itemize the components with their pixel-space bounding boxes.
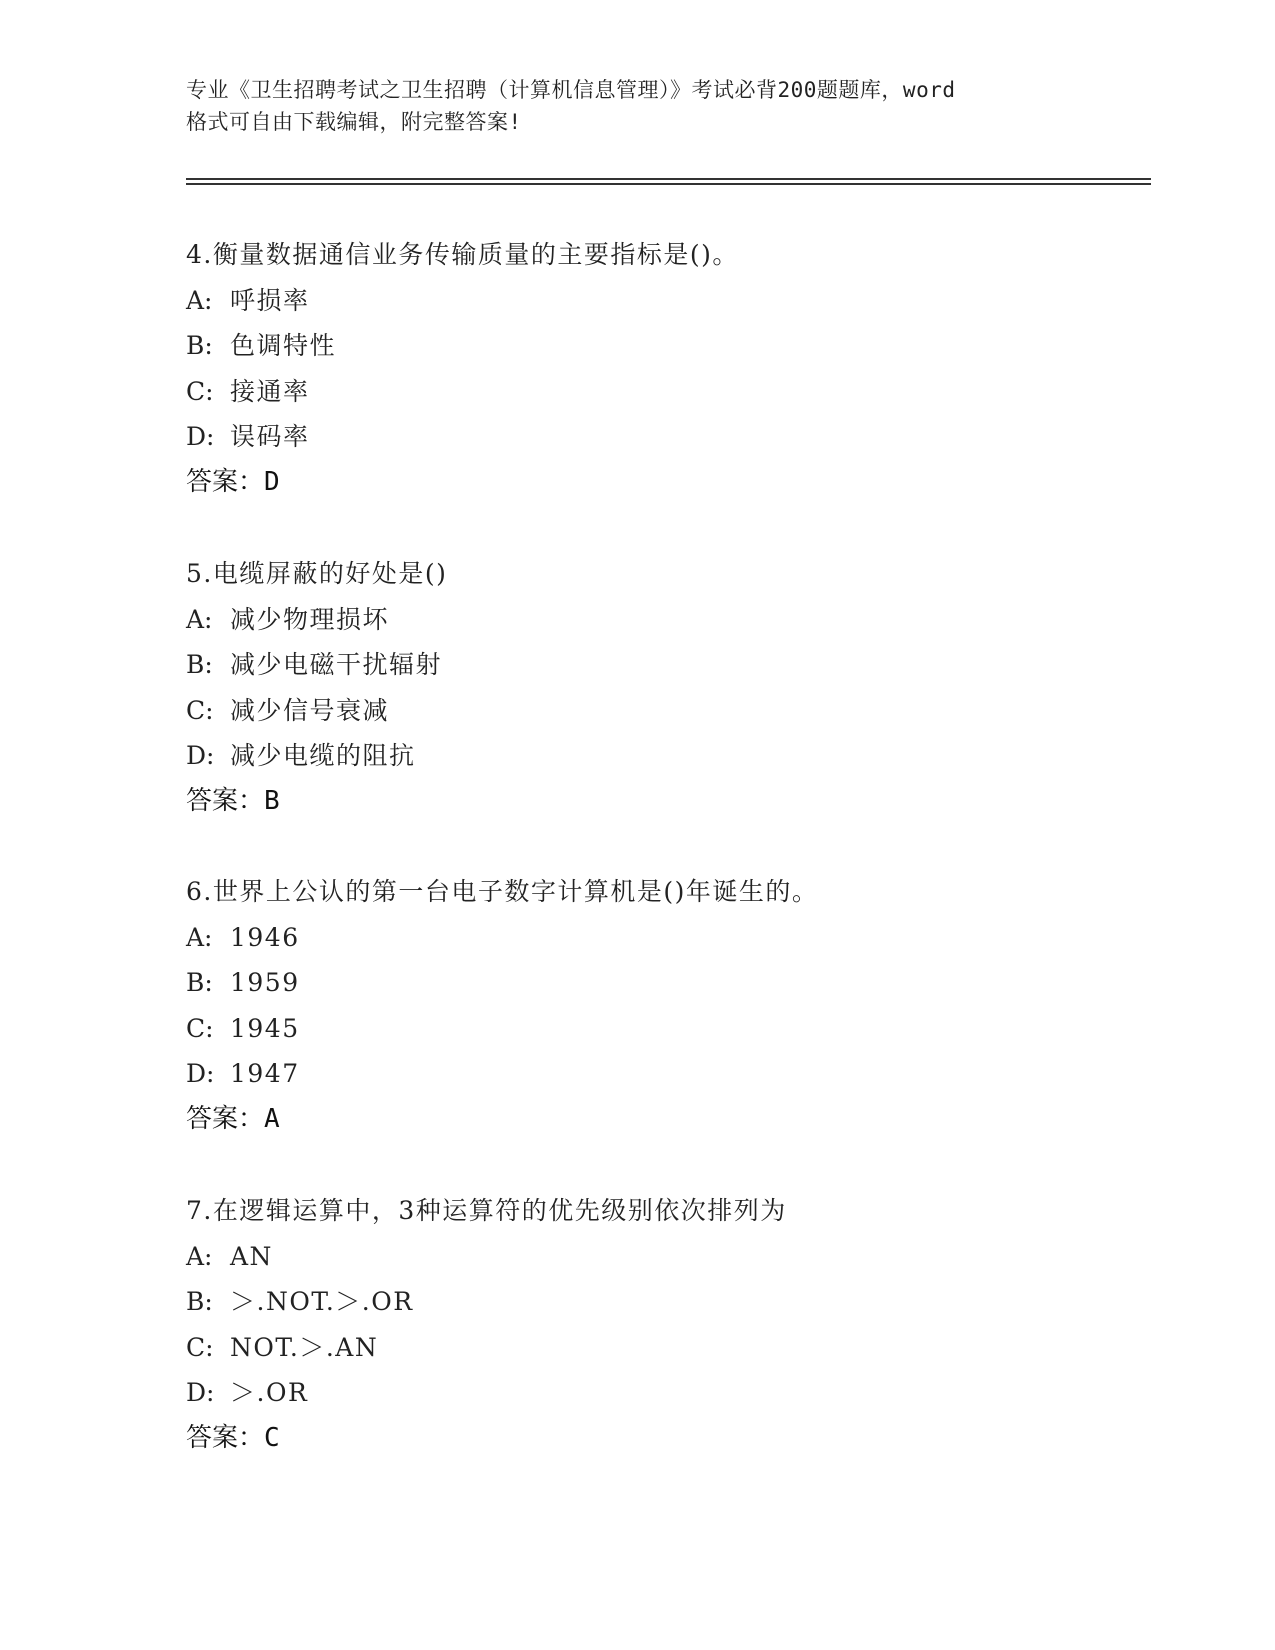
answer-line: 答案：D (186, 466, 280, 497)
option-text: NOT.＞.AN (230, 1332, 379, 1362)
answer-line: 答案：A (186, 1103, 280, 1134)
option-c (186, 1006, 1146, 1052)
question-block (186, 869, 1146, 1142)
answer-line: 答案：C (186, 1422, 280, 1453)
option-text: 呼损率 (230, 285, 310, 315)
option-key: B: (186, 650, 213, 679)
document-header (186, 74, 1086, 138)
option-text: 减少信号衰减 (230, 695, 390, 725)
option-text: 减少电磁干扰辐射 (230, 650, 443, 679)
question-stem: 5.电缆屏蔽的好处是() (186, 559, 448, 588)
option-key: B: (186, 1287, 213, 1316)
option-b (186, 960, 1146, 1006)
option-d (186, 1051, 1146, 1097)
option-text: 1945 (230, 1013, 300, 1043)
option-c (186, 1325, 1146, 1371)
option-text: 减少电缆的阻抗 (230, 741, 416, 770)
option-d (186, 733, 1146, 779)
option-key: B: (186, 968, 213, 997)
option-b (186, 323, 1146, 369)
option-text: 1959 (230, 968, 300, 997)
question-block (186, 551, 1146, 824)
question-stem: 7.在逻辑运算中，3种运算符的优先级别依次排列为 (186, 1196, 787, 1225)
option-key: A: (186, 285, 213, 315)
option-key: C: (186, 1013, 214, 1043)
option-b (186, 1279, 1146, 1325)
option-key: D: (186, 1059, 215, 1088)
option-key: C: (186, 695, 214, 725)
option-a (186, 915, 1146, 961)
option-text: ＞.NOT.＞.OR (230, 1287, 414, 1316)
option-text: ＞.OR (230, 1378, 309, 1407)
option-key: C: (186, 1332, 214, 1362)
option-key: D: (186, 741, 215, 770)
option-text: 色调特性 (230, 331, 337, 360)
option-text: 1947 (230, 1059, 300, 1088)
header-divider-top (186, 178, 1151, 180)
option-d (186, 414, 1146, 460)
option-b (186, 642, 1146, 688)
option-key: A: (186, 922, 213, 952)
option-text: 减少物理损坏 (230, 604, 390, 634)
option-key: D: (186, 422, 215, 451)
option-key: C: (186, 376, 214, 406)
answer-line: 答案：B (186, 785, 280, 816)
question-block (186, 232, 1146, 505)
option-c (186, 369, 1146, 415)
header-line-2: 格式可自由下载编辑，附完整答案! (186, 110, 522, 134)
question-stem: 6.世界上公认的第一台电子数字计算机是()年诞生的。 (186, 877, 819, 906)
option-key: A: (186, 1241, 213, 1271)
header-line-1: 专业《卫生招聘考试之卫生招聘（计算机信息管理）》考试必背200题题库，word (186, 78, 956, 102)
option-d (186, 1370, 1146, 1416)
option-text: 1946 (230, 922, 300, 952)
header-divider-bottom (186, 183, 1151, 185)
question-block (186, 1188, 1146, 1461)
question-stem: 4.衡量数据通信业务传输质量的主要指标是()。 (186, 240, 739, 269)
option-a (186, 278, 1146, 324)
option-text: 误码率 (230, 422, 310, 451)
option-key: A: (186, 604, 213, 634)
option-text: AN (230, 1241, 273, 1271)
option-a (186, 597, 1146, 643)
option-key: D: (186, 1378, 215, 1407)
option-text: 接通率 (230, 376, 310, 406)
option-key: B: (186, 331, 213, 360)
option-c (186, 688, 1146, 734)
option-a (186, 1234, 1146, 1280)
